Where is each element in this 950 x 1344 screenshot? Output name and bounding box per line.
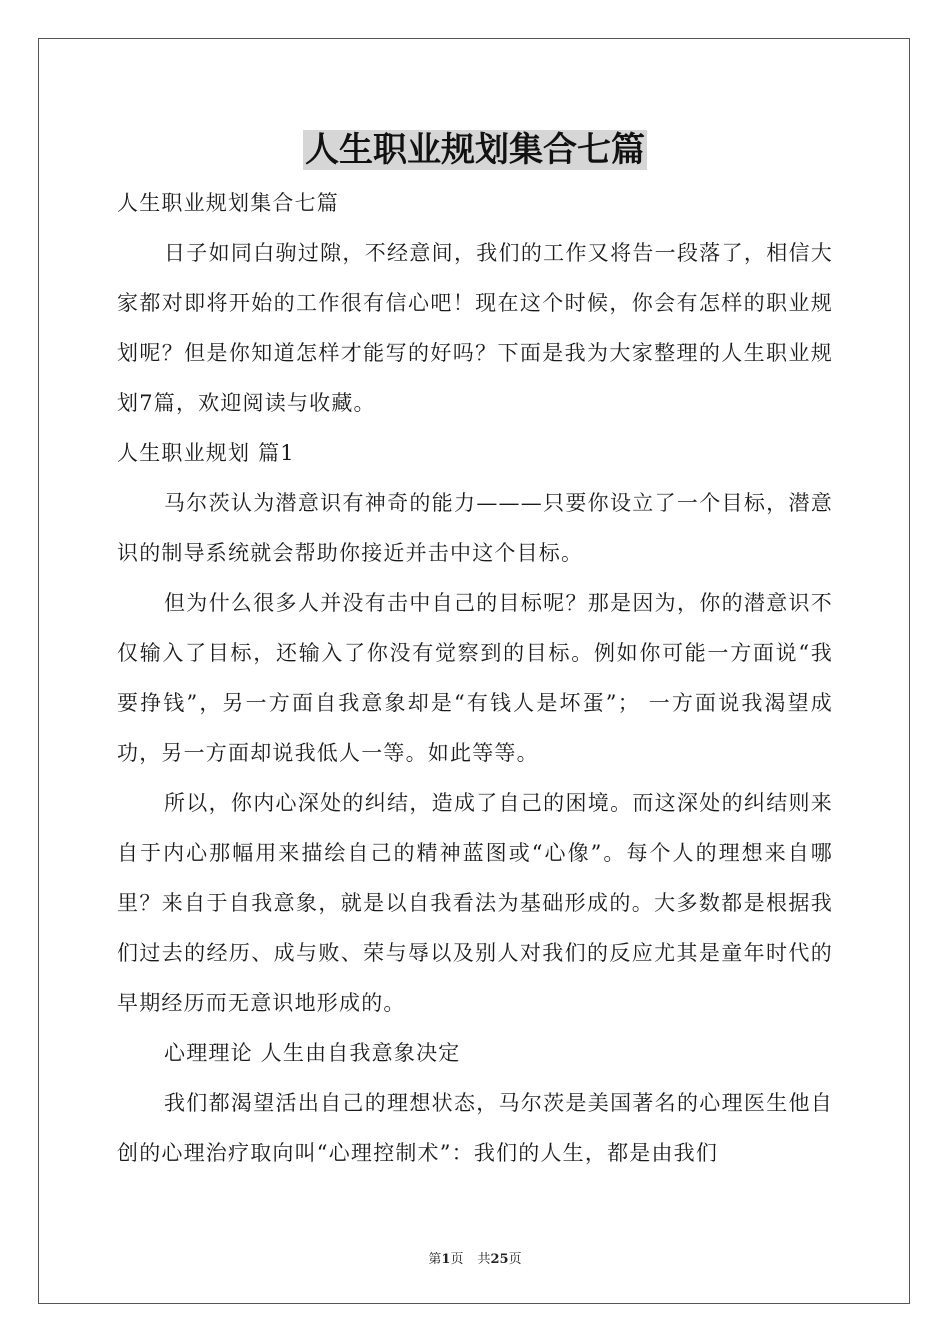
subsection-heading: 心理理论 人生由自我意象决定 — [164, 1041, 461, 1065]
document-title — [0, 128, 950, 172]
page-number: 1 — [441, 1252, 451, 1267]
paragraph: 所以，你内心深处的纠结，造成了自己的困境。而这深处的纠结则来自于内心那幅用来描绘自己的精神蓝图或“心像”。每个人的理想来自哪里？来自于自我意象，就是以自我看法为基础形成的。大多数都是根据我们过去的经历、成与败、荣与辱以及别人对我们的反应尤其是童年时代的早期经历而无意识地形成的。 — [117, 791, 833, 1015]
document-body — [117, 178, 833, 1178]
page-suffix: 页 — [450, 1252, 464, 1267]
section-heading: 人生职业规划 篇1 — [117, 441, 295, 465]
page-total: 25 — [490, 1252, 509, 1267]
paragraph-intro: 日子如同白驹过隙，不经意间，我们的工作又将告一段落了，相信大家都对即将开始的工作很有信心吧！现在这个时候，你会有怎样的职业规划呢？但是你知道怎样才能写的好吗？下面是我为大家整理的人生职业规划7篇，欢迎阅读与收藏。 — [117, 241, 833, 415]
subtitle-line: 人生职业规划集合七篇 — [117, 191, 339, 215]
total-suffix: 页 — [508, 1252, 522, 1267]
page-footer — [0, 1248, 950, 1267]
document-title-text: 人生职业规划集合七篇 — [305, 130, 645, 170]
paragraph: 但为什么很多人并没有击中自己的目标呢？那是因为，你的潜意识不仅输入了目标，还输入了你没有觉察到的目标。例如你可能一方面说“我要挣钱”，另一方面自我意象却是“有钱人是坏蛋”； 一方面说我渴望成功，另一方面却说我低人一等。如此等等。 — [117, 591, 833, 765]
page-prefix: 第 — [428, 1252, 442, 1267]
paragraph: 我们都渴望活出自己的理想状态，马尔茨是美国著名的心理医生他自创的心理治疗取向叫“心理控制术”：我们的人生，都是由我们 — [117, 1091, 833, 1165]
paragraph: 马尔茨认为潜意识有神奇的能力———只要你设立了一个目标，潜意识的制导系统就会帮助你接近并击中这个目标。 — [117, 491, 833, 565]
total-prefix: 共 — [477, 1252, 491, 1267]
